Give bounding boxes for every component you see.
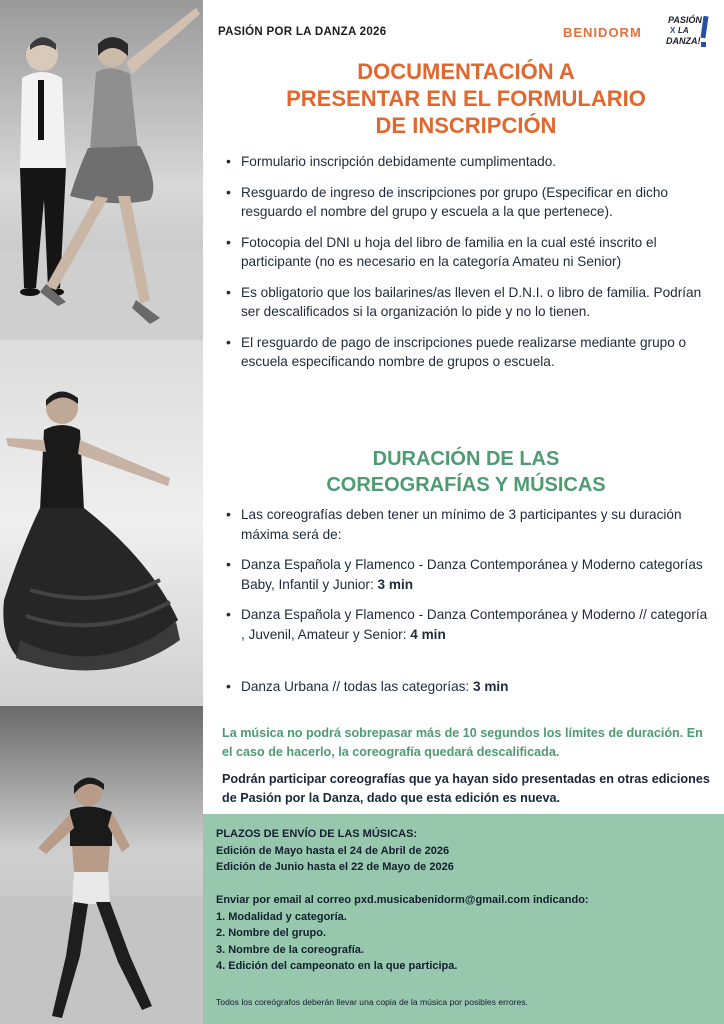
list-item: [226, 677, 714, 697]
event-title: PASIÓN POR LA DANZA 2026: [218, 26, 387, 38]
photo-column: [0, 0, 203, 1024]
duration-time: 3 min: [377, 576, 414, 592]
deadline-line: Edición de Junio hasta el 22 de Mayo de 2026: [216, 861, 454, 873]
documentation-title: [216, 58, 716, 139]
ballroom-couple-photo: [0, 0, 203, 340]
title-line: DOCUMENTACIÓN A: [357, 59, 575, 84]
email-line: 4. Edición del campeonato en la que participa.: [216, 960, 458, 972]
deadlines-block: [216, 826, 454, 876]
duration-text: Danza Española y Flamenco - Danza Contemporánea y Moderno categorías Baby, Infantil y Junior:: [241, 557, 703, 592]
previous-editions-note: Podrán participar coreografías que ya hayan sido presentadas en otras ediciones de Pasión por la Danza, dado que esta edición es nueva.: [222, 772, 710, 805]
title-line: DE INSCRIPCIÓN: [375, 113, 557, 138]
deadline-line: PLAZOS DE ENVÍO DE LAS MÚSICAS:: [216, 828, 418, 840]
email-line: 1. Modalidad y categoría.: [216, 910, 347, 923]
list-item: • Formulario inscripción debidamente cumplimentado.: [226, 152, 714, 172]
duration-time: 4 min: [410, 626, 446, 642]
music-limit-note: La música no podrá sobrepasar más de 10 segundos los límites de duración. En el caso de hacerlo, la coreografía quedará descalificada.: [222, 726, 703, 759]
flamenco-dancer-photo: [0, 340, 203, 706]
logo-word-3: LA: [678, 26, 689, 35]
list-item: • Las coreografías deben tener un mínimo de 3 participantes y su duración máxima será de:: [226, 505, 714, 544]
email-line: 2. Nombre del grupo.: [216, 927, 327, 939]
email-instructions: [216, 892, 589, 975]
title-line: COREOGRAFÍAS Y MÚSICAS: [326, 474, 606, 496]
city-label: BENIDORM: [563, 25, 642, 40]
email-line: 3. Nombre de la coreografía.: [216, 943, 364, 956]
documentation-list: [226, 152, 714, 383]
urban-dancer-photo: [0, 706, 203, 1024]
list-item: • Es obligatorio que los bailarines/as lleven el D.N.I. o libro de familia. Podrían ser descalificados si la organización lo pide y no lo tienen.: [226, 283, 714, 322]
logo-word-4: DANZA!: [666, 36, 701, 46]
list-item: • Fotocopia del DNI u hoja del libro de familia en la cual esté inscrito el participante (no es necesario en la categoría Amateu ni Senior): [226, 233, 714, 272]
list-item: [226, 605, 714, 644]
duration-list: [226, 505, 714, 708]
list-item: • Resguardo de ingreso de inscripciones por grupo (Especificar en dicho resguardo el nombre del grupo y escuela a la que pertenece).: [226, 183, 714, 222]
list-item: • El resguardo de pago de inscripciones puede realizarse mediante grupo o escuela especificando nombre de grupos o escuela.: [226, 333, 714, 372]
duration-text: Danza Española y Flamenco - Danza Contemporánea y Moderno // categoría , Juvenil, Amateur y Senior:: [241, 607, 708, 642]
logo-word-2: X: [670, 26, 676, 35]
title-line: PRESENTAR EN EL FORMULARIO: [286, 86, 646, 111]
duration-title: [216, 446, 716, 498]
list-item: [226, 555, 714, 594]
logo-word-1: PASIÓN: [668, 15, 702, 25]
footnote: Todos los coreógrafos deberán llevar una copia de la música por posibles errores.: [216, 997, 528, 1007]
music-deadlines-panel: [203, 814, 724, 1024]
duration-time: 3 min: [472, 679, 509, 694]
duration-text: Danza Urbana // todas las categorías:: [241, 679, 473, 694]
email-line: Enviar por email al correo pxd.musicabenidorm@gmail.com indicando:: [216, 894, 589, 906]
deadline-line: Edición de Mayo hasta el 24 de Abril de 2026: [216, 844, 450, 857]
title-line: DURACIÓN DE LAS: [372, 448, 560, 470]
pasion-la-danza-logo: [664, 12, 710, 54]
